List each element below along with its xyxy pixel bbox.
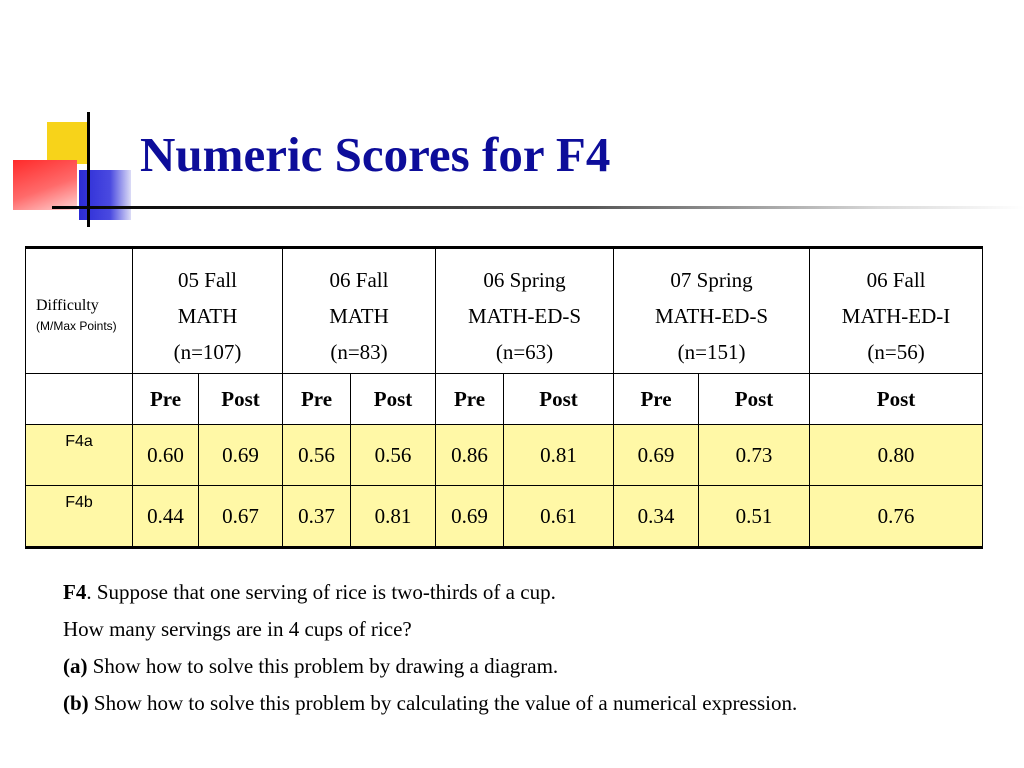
score-cell: 0.69 — [436, 486, 504, 548]
group-header — [133, 248, 283, 374]
problem-line — [63, 648, 797, 685]
part-b-text: Show how to solve this problem by calculating the value of a numerical expression. — [88, 691, 798, 715]
group-header — [436, 248, 614, 374]
score-cell: 0.69 — [199, 425, 283, 486]
group-term: 06 Fall — [329, 268, 389, 292]
group-term: 06 Fall — [866, 268, 926, 292]
subheader-cell: Post — [810, 374, 983, 425]
table-header-row — [26, 248, 983, 374]
table-subheader-row — [26, 374, 983, 425]
part-a-text: Show how to solve this problem by drawing a diagram. — [87, 654, 559, 678]
problem-line — [63, 685, 797, 722]
row-label: F4b — [26, 486, 133, 548]
group-course: MATH-ED-S — [467, 304, 582, 328]
group-n: (n=151) — [677, 340, 746, 364]
group-header — [614, 248, 810, 374]
group-n: (n=56) — [867, 340, 925, 364]
problem-id: F4 — [63, 580, 87, 604]
score-cell: 0.73 — [699, 425, 810, 486]
group-course: MATH — [329, 304, 389, 328]
subheader-cell: Pre — [133, 374, 199, 425]
subheader-empty-cell — [26, 374, 133, 425]
slide-title: Numeric Scores for F4 — [140, 127, 611, 182]
group-n: (n=83) — [330, 340, 388, 364]
part-a-label: (a) — [63, 654, 88, 678]
logo-yellow-square — [47, 122, 89, 164]
score-cell: 0.80 — [810, 425, 983, 486]
group-header — [283, 248, 436, 374]
subheader-cell: Post — [699, 374, 810, 425]
logo-red-square — [13, 160, 77, 210]
difficulty-sublabel: (M/Max Points) — [36, 319, 117, 333]
score-cell: 0.67 — [199, 486, 283, 548]
group-n: (n=107) — [173, 340, 242, 364]
subheader-cell: Post — [199, 374, 283, 425]
score-cell: 0.56 — [351, 425, 436, 486]
group-term: 05 Fall — [178, 268, 237, 292]
score-cell: 0.37 — [283, 486, 351, 548]
table-row — [26, 486, 983, 548]
subheader-cell: Pre — [436, 374, 504, 425]
score-cell: 0.86 — [436, 425, 504, 486]
corner-cell — [26, 248, 133, 374]
problem-text: . Suppose that one serving of rice is two-thirds of a cup. — [86, 580, 556, 604]
score-cell: 0.34 — [614, 486, 699, 548]
table-row — [26, 425, 983, 486]
group-course: MATH — [177, 304, 238, 328]
score-cell: 0.69 — [614, 425, 699, 486]
group-term: 07 Spring — [670, 268, 753, 292]
subheader-cell: Pre — [283, 374, 351, 425]
part-b-label: (b) — [63, 691, 89, 715]
scores-table — [25, 246, 983, 549]
score-cell: 0.51 — [699, 486, 810, 548]
row-label: F4a — [26, 425, 133, 486]
subheader-cell: Pre — [614, 374, 699, 425]
score-cell: 0.44 — [133, 486, 199, 548]
subheader-cell: Post — [504, 374, 614, 425]
problem-line: How many servings are in 4 cups of rice? — [63, 617, 412, 641]
score-cell: 0.81 — [504, 425, 614, 486]
group-n: (n=63) — [495, 340, 554, 364]
problem-statement — [63, 574, 797, 722]
title-underline — [52, 206, 1024, 209]
score-cell: 0.61 — [504, 486, 614, 548]
score-cell: 0.76 — [810, 486, 983, 548]
problem-line — [63, 574, 797, 611]
score-cell: 0.81 — [351, 486, 436, 548]
score-cell: 0.60 — [133, 425, 199, 486]
group-term: 06 Spring — [483, 268, 566, 292]
logo-vertical-line — [87, 112, 90, 227]
subheader-cell: Post — [351, 374, 436, 425]
score-cell: 0.56 — [283, 425, 351, 486]
group-course: MATH-ED-I — [841, 304, 951, 328]
group-course: MATH-ED-S — [654, 304, 769, 328]
group-header — [810, 248, 983, 374]
difficulty-label: Difficulty — [36, 297, 99, 314]
